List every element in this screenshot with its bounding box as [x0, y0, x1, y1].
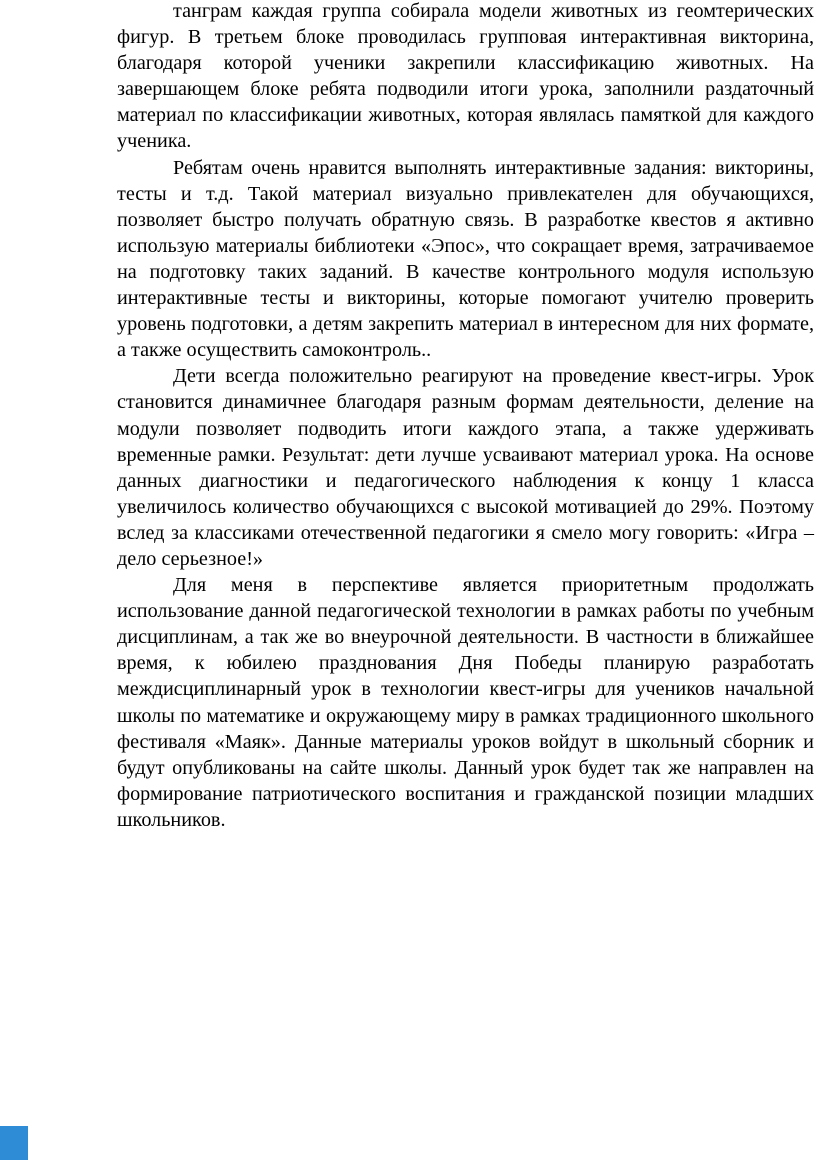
paragraph-2: Ребятам очень нравится выполнять интерактивные задания: викторины, тесты и т.д. Такой материал визуально привлекателен для обучающихся, позволяет быстро получать обратную связь. В разработке квестов я активно использую материалы библиотеки «Эпос», что сокращает время, затрачиваемое на подготовку таких заданий. В качестве контрольного модуля использую интерактивные тесты и викторины, которые помогают учителю проверить уровень подготовки, а детям закрепить материал в интересном для них формате, а также осуществить самоконтроль.. — [117, 156, 814, 362]
body-text — [117, 0, 814, 833]
paragraph-3: Дети всегда положительно реагируют на проведение квест-игры. Урок становится динамичнее благодаря разным формам деятельности, деление на модули позволяет подводить итоги каждого этапа, а также удерживать временные рамки. Результат: дети лучше усваивают материал урока. На основе данных диагностики и педагогического наблюдения к концу 1 класса увеличилось количество обучающихся с высокой мотивацией до 29%. Поэтому вслед за классиками отечественной педагогики я смело могу говорить: «Игра – дело серьезное!» — [117, 365, 814, 570]
page-corner-mark — [0, 1126, 28, 1160]
paragraph-1: танграм каждая группа собирала модели животных из геомтерических фигур. В третьем блоке проводилась групповая интерактивная викторина, благодаря которой ученики закрепили классификацию животных. На завершающем блоке ребята подводили итоги урока, заполнили раздаточный материал по классификации животных, которая являлась памяткой для каждого ученика. — [117, 0, 814, 153]
paragraph-4: Для меня в перспективе является приоритетным продолжать использование данной педагогической технологии в рамках работы по учебным дисциплинам, а так же во внеурочной деятельности. В частности в ближайшее время, к юбилею празднования Дня Победы планирую разработать междисциплинарный урок в технологии квест-игры для учеников начальной школы по математике и окружающему миру в рамках традиционного школьного фестиваля «Маяк». Данные материалы уроков войдут в школьный сборник и будут опубликованы на сайте школы. Данный урок будет так же направлен на формирование патриотического воспитания и гражданской позиции младших школьников. — [117, 574, 814, 831]
